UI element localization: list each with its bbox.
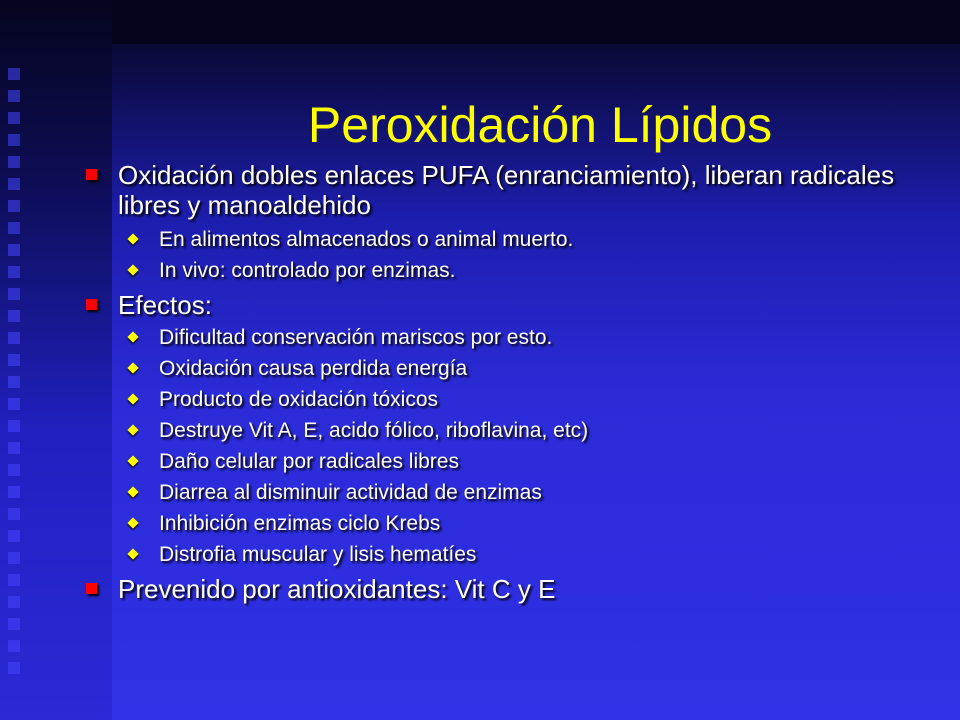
yellow-diamond-bullet-icon bbox=[127, 264, 138, 275]
bullet-text: Prevenido por antioxidantes: Vit C y E bbox=[118, 574, 556, 604]
yellow-diamond-bullet-icon bbox=[127, 331, 138, 342]
decorative-square bbox=[8, 376, 20, 388]
red-square-bullet-icon bbox=[86, 583, 97, 594]
yellow-diamond-bullet-icon bbox=[127, 362, 138, 373]
sub-list bbox=[118, 224, 924, 286]
decorative-square bbox=[8, 310, 20, 322]
decorative-square bbox=[8, 486, 20, 498]
sub-item bbox=[118, 446, 924, 477]
decorative-square bbox=[8, 442, 20, 454]
sub-item bbox=[118, 384, 924, 415]
sub-item bbox=[118, 255, 924, 286]
sub-item-text: In vivo: controlado por enzimas. bbox=[159, 259, 456, 282]
decorative-square bbox=[8, 508, 20, 520]
sub-item-text: Inhibición enzimas ciclo Krebs bbox=[159, 512, 441, 535]
bullet-text: Efectos: bbox=[118, 290, 212, 320]
decorative-square bbox=[8, 574, 20, 586]
decorative-square bbox=[8, 618, 20, 630]
yellow-diamond-bullet-icon bbox=[127, 233, 138, 244]
sub-item bbox=[118, 477, 924, 508]
sub-item bbox=[118, 224, 924, 255]
bullet-item-oxidacion bbox=[84, 160, 924, 286]
bullet-item-prevenido bbox=[84, 574, 924, 604]
decorative-square bbox=[8, 178, 20, 190]
red-square-bullet-icon bbox=[86, 169, 97, 180]
decorative-square bbox=[8, 156, 20, 168]
yellow-diamond-bullet-icon bbox=[127, 486, 138, 497]
decorative-square bbox=[8, 288, 20, 300]
sub-item bbox=[118, 539, 924, 570]
decorative-square bbox=[8, 662, 20, 674]
decorative-square bbox=[8, 596, 20, 608]
slide-title: Peroxidación Lípidos bbox=[307, 97, 773, 153]
sub-item bbox=[118, 353, 924, 384]
sub-item bbox=[118, 322, 924, 353]
sub-item-text: Diarrea al disminuir actividad de enzimas bbox=[159, 481, 542, 504]
decorative-square bbox=[8, 530, 20, 542]
sub-item-text: Producto de oxidación tóxicos bbox=[159, 388, 438, 411]
yellow-diamond-bullet-icon bbox=[127, 548, 138, 559]
decorative-square bbox=[8, 68, 20, 80]
sub-item-text: Destruye Vit A, E, acido fólico, riboflavina, etc) bbox=[159, 419, 589, 442]
decorative-square bbox=[8, 222, 20, 234]
sub-item bbox=[118, 415, 924, 446]
decorative-square bbox=[8, 266, 20, 278]
decorative-square bbox=[8, 332, 20, 344]
sub-item-text: En alimentos almacenados o animal muerto. bbox=[159, 228, 574, 251]
sub-item-text: Dificultad conservación mariscos por esto. bbox=[159, 326, 553, 349]
decorative-square bbox=[8, 354, 20, 366]
sub-item-text: Oxidación causa perdida energía bbox=[159, 357, 468, 380]
bullet-item-efectos bbox=[84, 290, 924, 570]
sub-item bbox=[118, 508, 924, 539]
decorative-squares bbox=[8, 68, 24, 684]
decorative-square bbox=[8, 552, 20, 564]
decorative-square bbox=[8, 640, 20, 652]
top-band bbox=[112, 0, 960, 44]
sub-item-text: Daño celular por radicales libres bbox=[159, 450, 459, 473]
red-square-bullet-icon bbox=[86, 299, 97, 310]
decorative-square bbox=[8, 200, 20, 212]
yellow-diamond-bullet-icon bbox=[127, 517, 138, 528]
decorative-square bbox=[8, 398, 20, 410]
yellow-diamond-bullet-icon bbox=[127, 455, 138, 466]
sub-list bbox=[118, 322, 924, 570]
decorative-square bbox=[8, 464, 20, 476]
yellow-diamond-bullet-icon bbox=[127, 424, 138, 435]
yellow-diamond-bullet-icon bbox=[127, 393, 138, 404]
bullet-list bbox=[84, 160, 924, 604]
decorative-square bbox=[8, 244, 20, 256]
bullet-text: Oxidación dobles enlaces PUFA (enranciamiento), liberan radicales libres y manoaldehido bbox=[118, 160, 895, 220]
decorative-square bbox=[8, 420, 20, 432]
sub-item-text: Distrofia muscular y lisis hematíes bbox=[159, 543, 477, 566]
